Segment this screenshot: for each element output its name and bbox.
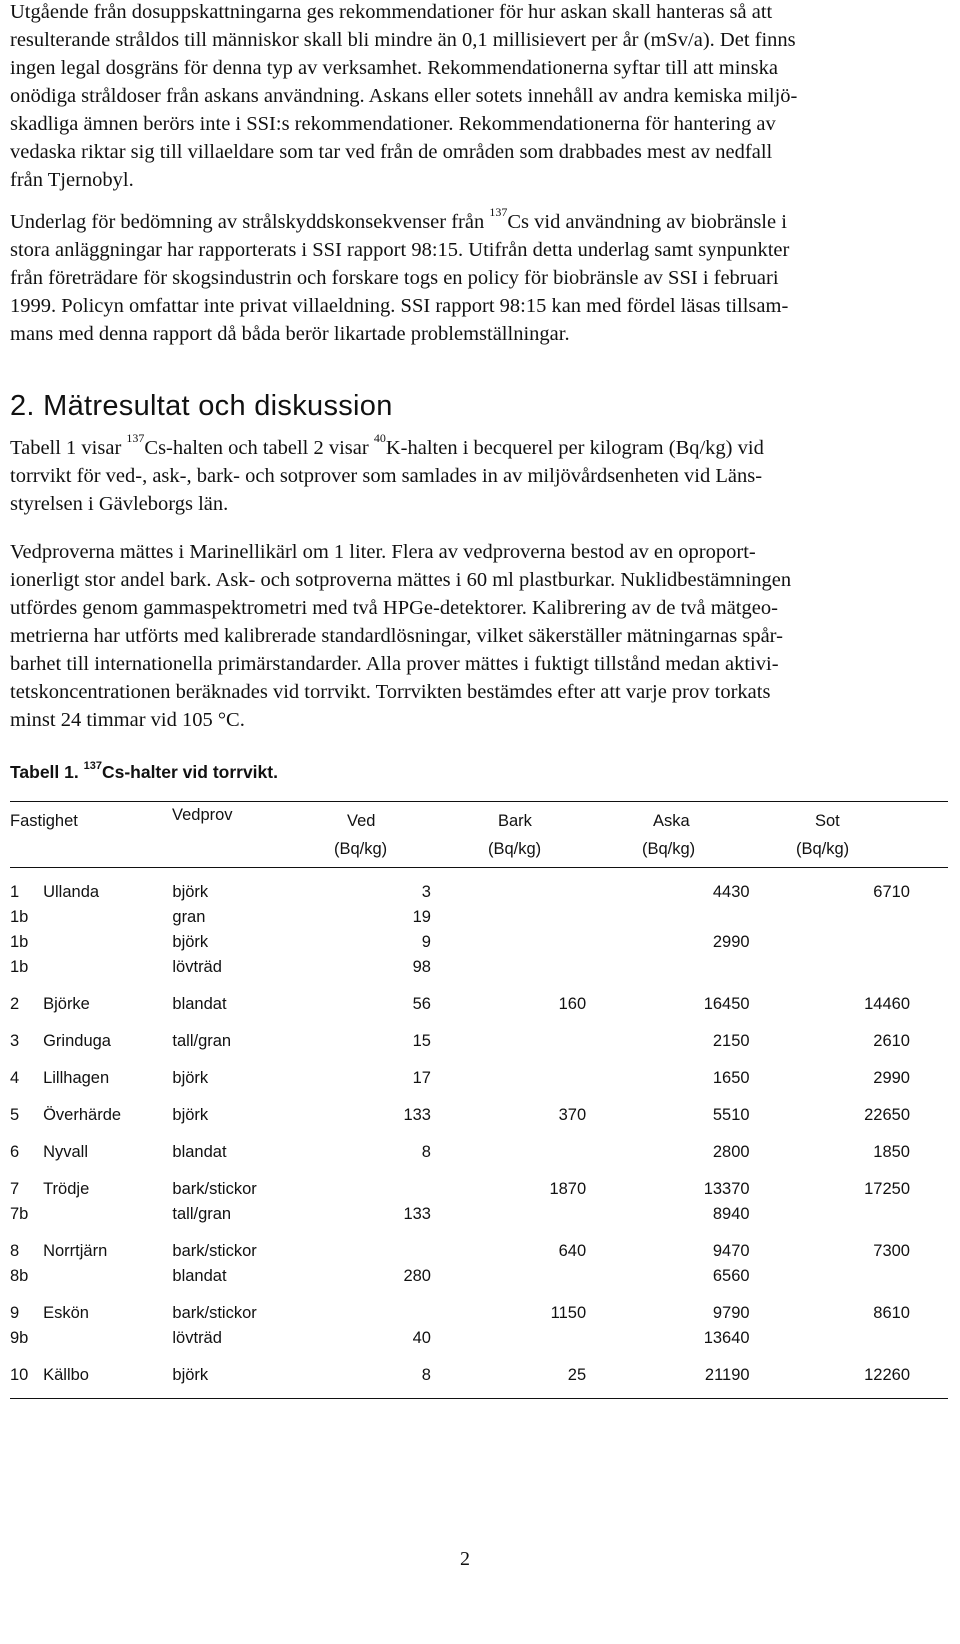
intro-paragraph-2 [10, 205, 790, 348]
paragraph-line: 1999. Policyn omfattar inte privat villaeldning. SSI rapport 98:15 kan med fördel läsas tillsam- [10, 295, 789, 317]
table-row [10, 905, 910, 930]
paragraph-line: skadliga ämnen berörs inte i SSI:s rekommendationer. Rekommendationerna för hantering av [10, 113, 776, 135]
property-name: Norrtjärn [43, 1242, 108, 1260]
sot-value [750, 1264, 910, 1289]
section-paragraph-2 [10, 538, 791, 734]
wood-sample: blandat [172, 1267, 227, 1285]
header-ved: Ved [347, 812, 376, 830]
paragraph-line: resulterande stråldos till människor skall bli mindre än 0,1 millisievert per år (mSv/a). Det finns [10, 29, 796, 51]
property-name [43, 930, 172, 955]
paragraph-line: från Tjernobyl. [10, 169, 134, 191]
aska-value: 2990 [712, 933, 750, 951]
paragraph-line: torrvikt för ved-, ask-, bark- och sotprover som samlades in av miljövårdsenheten vid Läns- [10, 465, 763, 487]
header-aska-unit: (Bq/kg) [642, 840, 696, 858]
intro-paragraph-2-line [10, 205, 789, 236]
property-name: Grinduga [43, 1032, 111, 1050]
paragraph-line: Vedproverna mättes i Marinellikärl om 1 liter. Flera av vedproverna bestod av en oproport- [10, 541, 756, 563]
group-spacer [10, 1351, 910, 1363]
group-spacer [10, 1017, 910, 1029]
bark-value [431, 1140, 586, 1165]
aska-value: 9790 [712, 1304, 750, 1322]
text-span: Cs-halten och tabell 2 visar [144, 437, 374, 459]
aska-value: 2150 [712, 1032, 750, 1050]
paragraph-line: metrierna har utförts med kalibrerade standardlösningar, vilket säkerställer mätningarnas spår- [10, 625, 783, 647]
wood-sample: blandat [172, 995, 227, 1013]
paragraph-line: minst 24 timmar vid 105 °C. [10, 709, 245, 731]
wood-sample: björk [172, 933, 209, 951]
bark-value [431, 1264, 586, 1289]
bark-value [431, 930, 586, 955]
sot-value [750, 1326, 910, 1351]
text-span: Tabell 1 visar [10, 437, 127, 459]
sot-value [750, 905, 910, 930]
group-spacer [10, 1128, 910, 1140]
wood-sample: björk [172, 1366, 209, 1384]
property-name [43, 955, 172, 980]
table-row [10, 1140, 910, 1165]
property-name [43, 1264, 172, 1289]
aska-value: 13370 [703, 1180, 750, 1198]
aska-value: 1650 [712, 1069, 750, 1087]
text-span: K-halten i becquerel per kilogram (Bq/kg) vid [385, 437, 764, 459]
property-name: Lillhagen [43, 1069, 110, 1087]
property-name: Källbo [43, 1366, 89, 1384]
group-spacer [10, 1165, 910, 1177]
group-spacer [10, 1091, 910, 1103]
ved-value [317, 1239, 431, 1264]
ved-value: 9 [421, 933, 431, 951]
aska-value [586, 955, 749, 980]
header-aska: Aska [653, 812, 690, 830]
header-fastighet: Fastighet [10, 812, 78, 830]
group-spacer [10, 1227, 910, 1239]
property-name: Trödje [43, 1180, 90, 1198]
spacer-cell [10, 1054, 910, 1066]
sot-value: 8610 [873, 1304, 910, 1322]
property-name [43, 1202, 172, 1227]
paragraph-line: ionerligt stor andel bark. Ask- och sotproverna mättes i 60 ml plastburkar. Nuklidbestämningen [10, 569, 792, 591]
header-sot-unit: (Bq/kg) [796, 840, 850, 858]
isotope-superscript: 137 [83, 760, 102, 772]
paragraph-line: tetskoncentrationen beräknades vid torrvikt. Torrvikten bestämdes efter att varje prov torkats [10, 681, 771, 703]
aska-value: 13640 [703, 1329, 750, 1347]
wood-sample: björk [172, 1106, 209, 1124]
table-row [10, 1202, 910, 1227]
ved-value: 280 [403, 1267, 431, 1285]
table-bottom-rule [10, 1398, 948, 1399]
property-name: Ullanda [43, 883, 100, 901]
table-row [10, 1363, 910, 1388]
row-number: 8 [10, 1242, 20, 1260]
row-number: 1b [10, 933, 29, 951]
aska-value [586, 905, 749, 930]
bark-value: 160 [558, 995, 587, 1013]
row-number: 1 [10, 883, 20, 901]
aska-value: 8940 [712, 1205, 750, 1223]
sot-value [750, 1202, 910, 1227]
wood-sample: blandat [172, 1143, 227, 1161]
property-name [43, 905, 172, 930]
wood-sample: tall/gran [172, 1205, 232, 1223]
wood-sample: bark/stickor [172, 1304, 257, 1322]
spacer-cell [10, 1289, 910, 1301]
wood-sample: björk [172, 883, 209, 901]
bark-value: 370 [558, 1106, 587, 1124]
bark-value [431, 1326, 586, 1351]
table-row [10, 880, 910, 905]
property-name: Björke [43, 995, 90, 1013]
spacer-cell [10, 1165, 910, 1177]
paragraph-line: vedaska riktar sig till villaeldare som tar ved från de områden som drabbades mest av nedfall [10, 141, 773, 163]
header-ved-unit: (Bq/kg) [334, 840, 388, 858]
row-number: 10 [10, 1366, 29, 1384]
paragraph-line: från företrädare för skogsindustrin och forskare togs en policy för biobränsle av SSI i februari [10, 267, 779, 289]
isotope-superscript: 137 [126, 431, 145, 445]
sot-value: 17250 [864, 1180, 910, 1198]
row-number: 4 [10, 1069, 20, 1087]
ved-value: 133 [403, 1205, 431, 1223]
bark-value [431, 905, 586, 930]
table-header-rule [10, 867, 948, 868]
paragraph-line: utfördes genom gammaspektrometri med två HPGe-detektorer. Kalibrering av de två mätgeo- [10, 597, 778, 619]
sot-value: 22650 [864, 1106, 910, 1124]
spacer-cell [10, 1017, 910, 1029]
paragraph-line: barhet till internationella primärstandarder. Alla prover mättes i fuktigt tillstånd medan aktivi- [10, 653, 779, 675]
spacer-cell [10, 1351, 910, 1363]
bark-value: 25 [567, 1366, 587, 1384]
row-number: 9b [10, 1329, 29, 1347]
bark-value [431, 880, 586, 905]
ved-value: 3 [421, 883, 431, 901]
section-heading: 2. Mätresultat och diskussion [10, 390, 393, 422]
row-number: 2 [10, 995, 20, 1013]
bark-value [431, 1066, 586, 1091]
sot-value: 7300 [873, 1242, 910, 1260]
row-number: 1b [10, 908, 29, 926]
table-row [10, 1066, 910, 1091]
sot-value [750, 930, 910, 955]
cs137-table-body [10, 880, 910, 1388]
bark-value: 1150 [550, 1304, 587, 1322]
property-name: Eskön [43, 1304, 89, 1322]
ved-value: 19 [412, 908, 431, 926]
section-paragraph-1 [10, 431, 764, 518]
aska-value: 4430 [712, 883, 750, 901]
row-number: 1b [10, 958, 29, 976]
bark-value [431, 1029, 586, 1054]
sot-value: 12260 [864, 1366, 910, 1384]
table-row [10, 1029, 910, 1054]
property-name: Överhärde [43, 1106, 122, 1124]
header-bark: Bark [498, 812, 532, 830]
ved-value [317, 1177, 431, 1202]
sot-value: 6710 [873, 883, 910, 901]
ved-value: 8 [421, 1143, 431, 1161]
aska-value: 2800 [712, 1143, 750, 1161]
ved-value: 17 [412, 1069, 431, 1087]
table-row [10, 1103, 910, 1128]
paragraph-line: stora anläggningar har rapporterats i SSI rapport 98:15. Utifrån detta underlag samt synpunkter [10, 239, 790, 261]
aska-value: 9470 [712, 1242, 750, 1260]
paragraph-line: mans med denna rapport då båda berör likartade problemställningar. [10, 323, 570, 345]
wood-sample: tall/gran [172, 1032, 232, 1050]
header-vedprov: Vedprov [172, 806, 233, 824]
spacer-cell [10, 1091, 910, 1103]
sot-value: 2990 [873, 1069, 910, 1087]
sot-value [750, 955, 910, 980]
ved-value: 98 [412, 958, 431, 976]
intro-paragraph-2-rest [10, 236, 789, 348]
ved-value: 40 [412, 1329, 431, 1347]
aska-value: 6560 [712, 1267, 750, 1285]
caption-text: Cs-halter vid torrvikt. [101, 762, 278, 782]
section-paragraph-1-rest [10, 462, 764, 518]
aska-value: 21190 [704, 1366, 750, 1384]
page-number: 2 [460, 1548, 470, 1570]
section-paragraph-1-line [10, 431, 764, 462]
group-spacer [10, 1289, 910, 1301]
isotope-superscript: 40 [373, 431, 386, 445]
ved-value: 56 [412, 995, 431, 1013]
table-row [10, 1301, 910, 1326]
table-top-rule [10, 801, 948, 802]
bark-value: 640 [558, 1242, 587, 1260]
wood-sample: björk [172, 1069, 209, 1087]
aska-value: 16450 [703, 995, 750, 1013]
sot-value: 1850 [873, 1143, 910, 1161]
property-name [43, 1326, 172, 1351]
caption-label: Tabell 1. [10, 762, 84, 782]
row-number: 3 [10, 1032, 20, 1050]
table-row [10, 955, 910, 980]
header-bark-unit: (Bq/kg) [488, 840, 542, 858]
row-number: 9 [10, 1304, 20, 1322]
table-row [10, 1239, 910, 1264]
ved-value: 15 [412, 1032, 431, 1050]
intro-paragraph-1 [10, 0, 797, 194]
row-number: 7 [10, 1180, 20, 1198]
spacer-cell [10, 1128, 910, 1140]
wood-sample: bark/stickor [172, 1180, 257, 1198]
table-row [10, 1264, 910, 1289]
table-row [10, 1177, 910, 1202]
wood-sample: lövträd [172, 958, 222, 976]
wood-sample: bark/stickor [172, 1242, 257, 1260]
table-row [10, 930, 910, 955]
cs137-table [10, 880, 910, 1388]
paragraph-line: ingen legal dosgräns för denna typ av verksamhet. Rekommendationerna syftar till att minska [10, 57, 778, 79]
aska-value: 5510 [712, 1106, 750, 1124]
table-caption [10, 762, 278, 783]
spacer-cell [10, 980, 910, 992]
row-number: 7b [10, 1205, 29, 1223]
sot-value: 2610 [873, 1032, 910, 1050]
header-sot: Sot [815, 812, 840, 830]
row-number: 6 [10, 1143, 20, 1161]
paragraph-line: styrelsen i Gävleborgs län. [10, 493, 229, 515]
table-row [10, 992, 910, 1017]
spacer-cell [10, 1227, 910, 1239]
group-spacer [10, 980, 910, 992]
bark-value: 1870 [549, 1180, 587, 1198]
row-number: 5 [10, 1106, 20, 1124]
row-number: 8b [10, 1267, 29, 1285]
wood-sample: lövträd [172, 1329, 222, 1347]
text-span: Underlag för bedömning av strålskyddskonsekvenser från [10, 211, 490, 233]
group-spacer [10, 1054, 910, 1066]
table-row [10, 1326, 910, 1351]
text-span: Cs vid användning av biobränsle i [507, 211, 787, 233]
paragraph-line: Utgående från dosuppskattningarna ges rekommendationer för hur askan skall hanteras så att [10, 1, 773, 23]
ved-value: 8 [421, 1366, 431, 1384]
ved-value [317, 1301, 431, 1326]
sot-value: 14460 [864, 995, 910, 1013]
ved-value: 133 [403, 1106, 431, 1124]
property-name: Nyvall [43, 1143, 89, 1161]
bark-value [431, 1202, 586, 1227]
wood-sample: gran [172, 908, 206, 926]
bark-value [431, 955, 586, 980]
isotope-superscript: 137 [489, 205, 508, 219]
paragraph-line: onödiga stråldoser från askans användning. Askans eller sotets innehåll av andra kemiska miljö- [10, 85, 798, 107]
